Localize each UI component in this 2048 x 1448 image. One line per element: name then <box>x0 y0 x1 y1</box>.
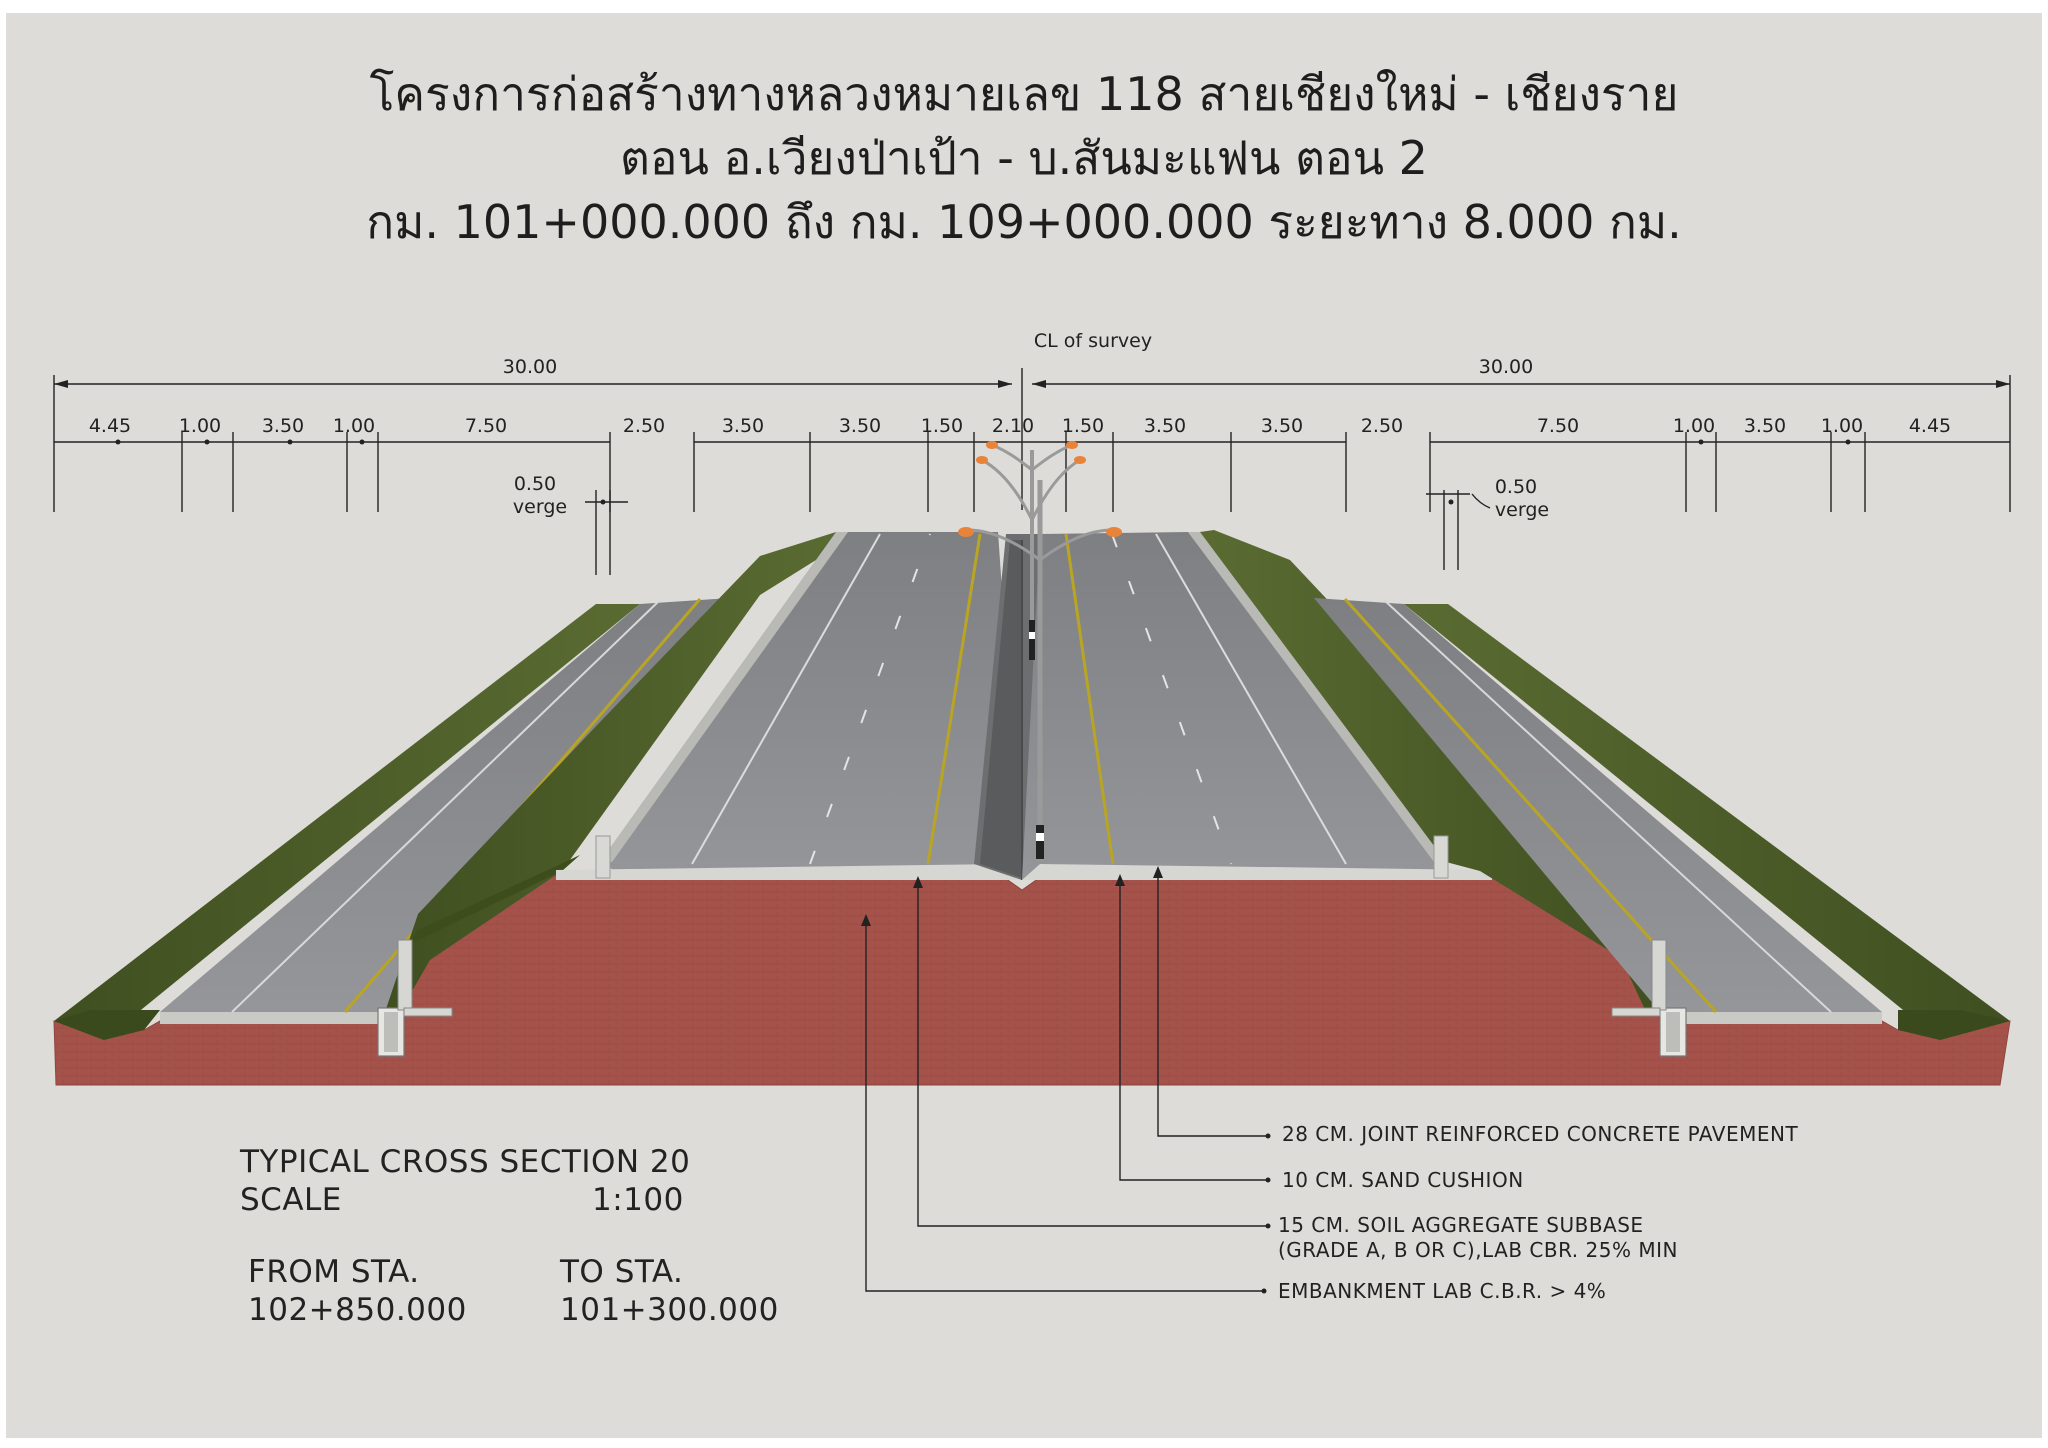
dim-total-right: 30.00 <box>1478 356 1534 378</box>
verge-left-label: verge <box>512 496 568 518</box>
dim-total-left: 30.00 <box>502 356 558 378</box>
project-title: โครงการก่อสร้างทางหลวงหมายเลข 118 สายเชียงใหม่ - เชียงราย <box>369 67 1679 121</box>
dim-label: 4.45 <box>1908 415 1952 437</box>
dim-label: 4.45 <box>88 415 132 437</box>
dim-label: 3.50 <box>1260 415 1304 437</box>
verge-left-value: 0.50 <box>513 473 557 495</box>
layer-subbase-label: 15 CM. SOIL AGGREGATE SUBBASE <box>1278 1213 1644 1237</box>
dim-label: 1.00 <box>332 415 376 437</box>
to-station-label: TO STA. <box>560 1254 684 1290</box>
dim-label: 3.50 <box>721 415 765 437</box>
from-station-value: 102+850.000 <box>248 1292 467 1328</box>
layer-subbase-grade-label: (GRADE A, B OR C),LAB CBR. 25% MIN <box>1278 1238 1678 1262</box>
dim-label: 7.50 <box>464 415 508 437</box>
layer-embankment-label: EMBANKMENT LAB C.B.R. > 4% <box>1278 1279 1607 1303</box>
dim-label: 2.50 <box>622 415 666 437</box>
to-station-value: 101+300.000 <box>560 1292 779 1328</box>
dim-label: 1.00 <box>1672 415 1716 437</box>
centerline-label: CL of survey <box>1033 330 1153 352</box>
dim-label: 3.50 <box>1143 415 1187 437</box>
dim-label: 3.50 <box>1743 415 1787 437</box>
project-chainage: กม. 101+000.000 ถึง กม. 109+000.000 ระยะทาง 8.000 กม. <box>366 195 1682 249</box>
dim-label: 7.50 <box>1536 415 1580 437</box>
dim-label: 1.00 <box>178 415 222 437</box>
dim-label: 1.50 <box>1061 415 1105 437</box>
section-title: TYPICAL CROSS SECTION 20 <box>240 1144 691 1180</box>
dim-label: 3.50 <box>261 415 305 437</box>
dim-label: 2.50 <box>1360 415 1404 437</box>
layer-sand-label: 10 CM. SAND CUSHION <box>1282 1168 1524 1192</box>
verge-right-label: verge <box>1494 499 1550 521</box>
from-station-label: FROM STA. <box>248 1254 420 1290</box>
scale-value: 1:100 <box>592 1182 684 1218</box>
dim-label: 1.50 <box>920 415 964 437</box>
project-section: ตอน อ.เวียงป่าเป้า - บ.สันมะแฟน ตอน 2 <box>620 131 1428 185</box>
scale-label: SCALE <box>240 1182 342 1218</box>
layer-pavement-label: 28 CM. JOINT REINFORCED CONCRETE PAVEMENT <box>1282 1122 1799 1146</box>
verge-right-value: 0.50 <box>1494 476 1538 498</box>
dim-label: 3.50 <box>838 415 882 437</box>
dim-label: 1.00 <box>1820 415 1864 437</box>
dim-label: 2.10 <box>991 415 1035 437</box>
